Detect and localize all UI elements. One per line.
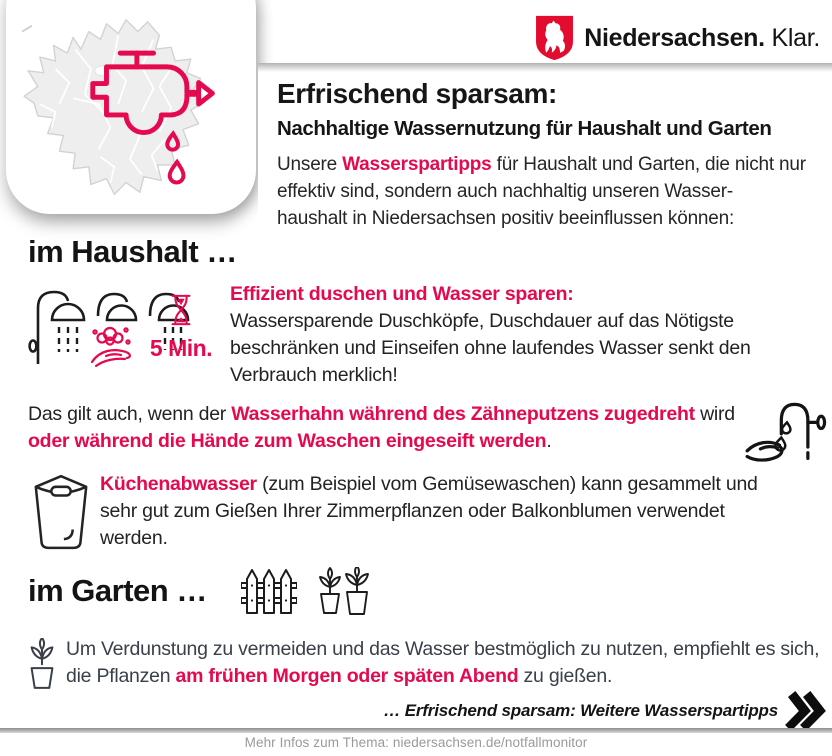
section-garten-row [28, 566, 371, 616]
intro-mid: für Haushalt und Garten, die nicht nur effektiv sind, sondern auch nachhaltig unseren Wasser- [277, 154, 806, 202]
intro-highlight: Wasserspartipps [342, 154, 492, 175]
hourglass-icon [169, 294, 193, 326]
shower-tip [230, 281, 826, 389]
shower-tip-body: Wassersparende Duschköpfe, Duschdauer auf das Nötigste beschränken und Einseifen ohne laufendes Wasser senkt den Verbrauch merklich! [230, 309, 751, 386]
kitchen-highlight: Küchenabwasser [100, 473, 257, 495]
footer-info-text: Mehr Infos zum Thema: niedersachsen.de/notfallmonitor [244, 735, 588, 750]
niedersachsen-logo [534, 14, 820, 62]
shower-head-icon [28, 284, 90, 370]
intro-paragraph [277, 152, 832, 233]
page-subtitle: Nachhaltige Wassernutzung für Haushalt und Garten [277, 117, 772, 140]
faucet-over-hand-icon [743, 392, 831, 466]
niedersachsen-horse-shield-icon [534, 14, 575, 62]
page-title: Erfrischend sparsam: [277, 78, 557, 109]
section-heading-haushalt: im Haushalt … [28, 234, 237, 269]
kitchen-body: (zum Beispiel vom Gemüsewaschen) kann gesammelt und sehr gut zum Gießen Ihrer Zimmerpflanzen oder Balkonblumen verwendet werden. [100, 473, 758, 549]
more-tips-teaser[interactable]: … Erfrischend sparsam: Weitere Wasserspartipps [383, 701, 778, 720]
tap-highlight-2: oder während die Hände zum Waschen eingeseift werden [28, 429, 547, 452]
garden-fence-icon [241, 566, 297, 616]
intro-pre: Unsere [277, 154, 343, 175]
duration-label: 5 Min. [149, 335, 213, 361]
tap-highlight-1: Wasserhahn während des Zähneputzens zugedreht [231, 403, 695, 425]
logo-light: Klar. [771, 23, 820, 52]
tap-tip [28, 401, 736, 455]
double-chevron-icon[interactable] [784, 691, 826, 731]
garden-tip [66, 636, 828, 690]
potted-sprout-icon [26, 638, 58, 690]
shower-tip-title: Effizient duschen und Wasser sparen: [230, 283, 574, 305]
map-card [6, 0, 256, 214]
section-heading-garten: im Garten … [28, 573, 207, 608]
tap-mid: wird [694, 403, 735, 425]
logo-wordmark [584, 24, 820, 53]
tap-pre: Das gilt auch, wenn der [28, 403, 232, 425]
bucket-icon [30, 468, 92, 556]
title-panel [258, 63, 832, 250]
footer-divider [0, 728, 832, 733]
garden-pre: Um Verdunstung zu vermeiden und das Wasser bestmöglich zu nutzen, empfiehlt es sich, die Pflanzen [66, 638, 820, 687]
soapy-hands-icon [88, 324, 138, 370]
potted-plants-icon [317, 567, 371, 615]
garden-highlight: am frühen Morgen oder späten Abend [175, 664, 519, 687]
garden-end: zu gießen. [518, 664, 613, 687]
shower-duration [146, 294, 216, 362]
tap-end: . [546, 429, 552, 452]
intro-end: haushalt in Niedersachsen positiv beeinflussen können: [277, 207, 735, 229]
niedersachsen-map-with-faucet [14, 10, 248, 210]
logo-bold: Niedersachsen. [584, 23, 765, 52]
kitchen-tip [100, 471, 768, 552]
shower-head-icon [90, 288, 140, 326]
